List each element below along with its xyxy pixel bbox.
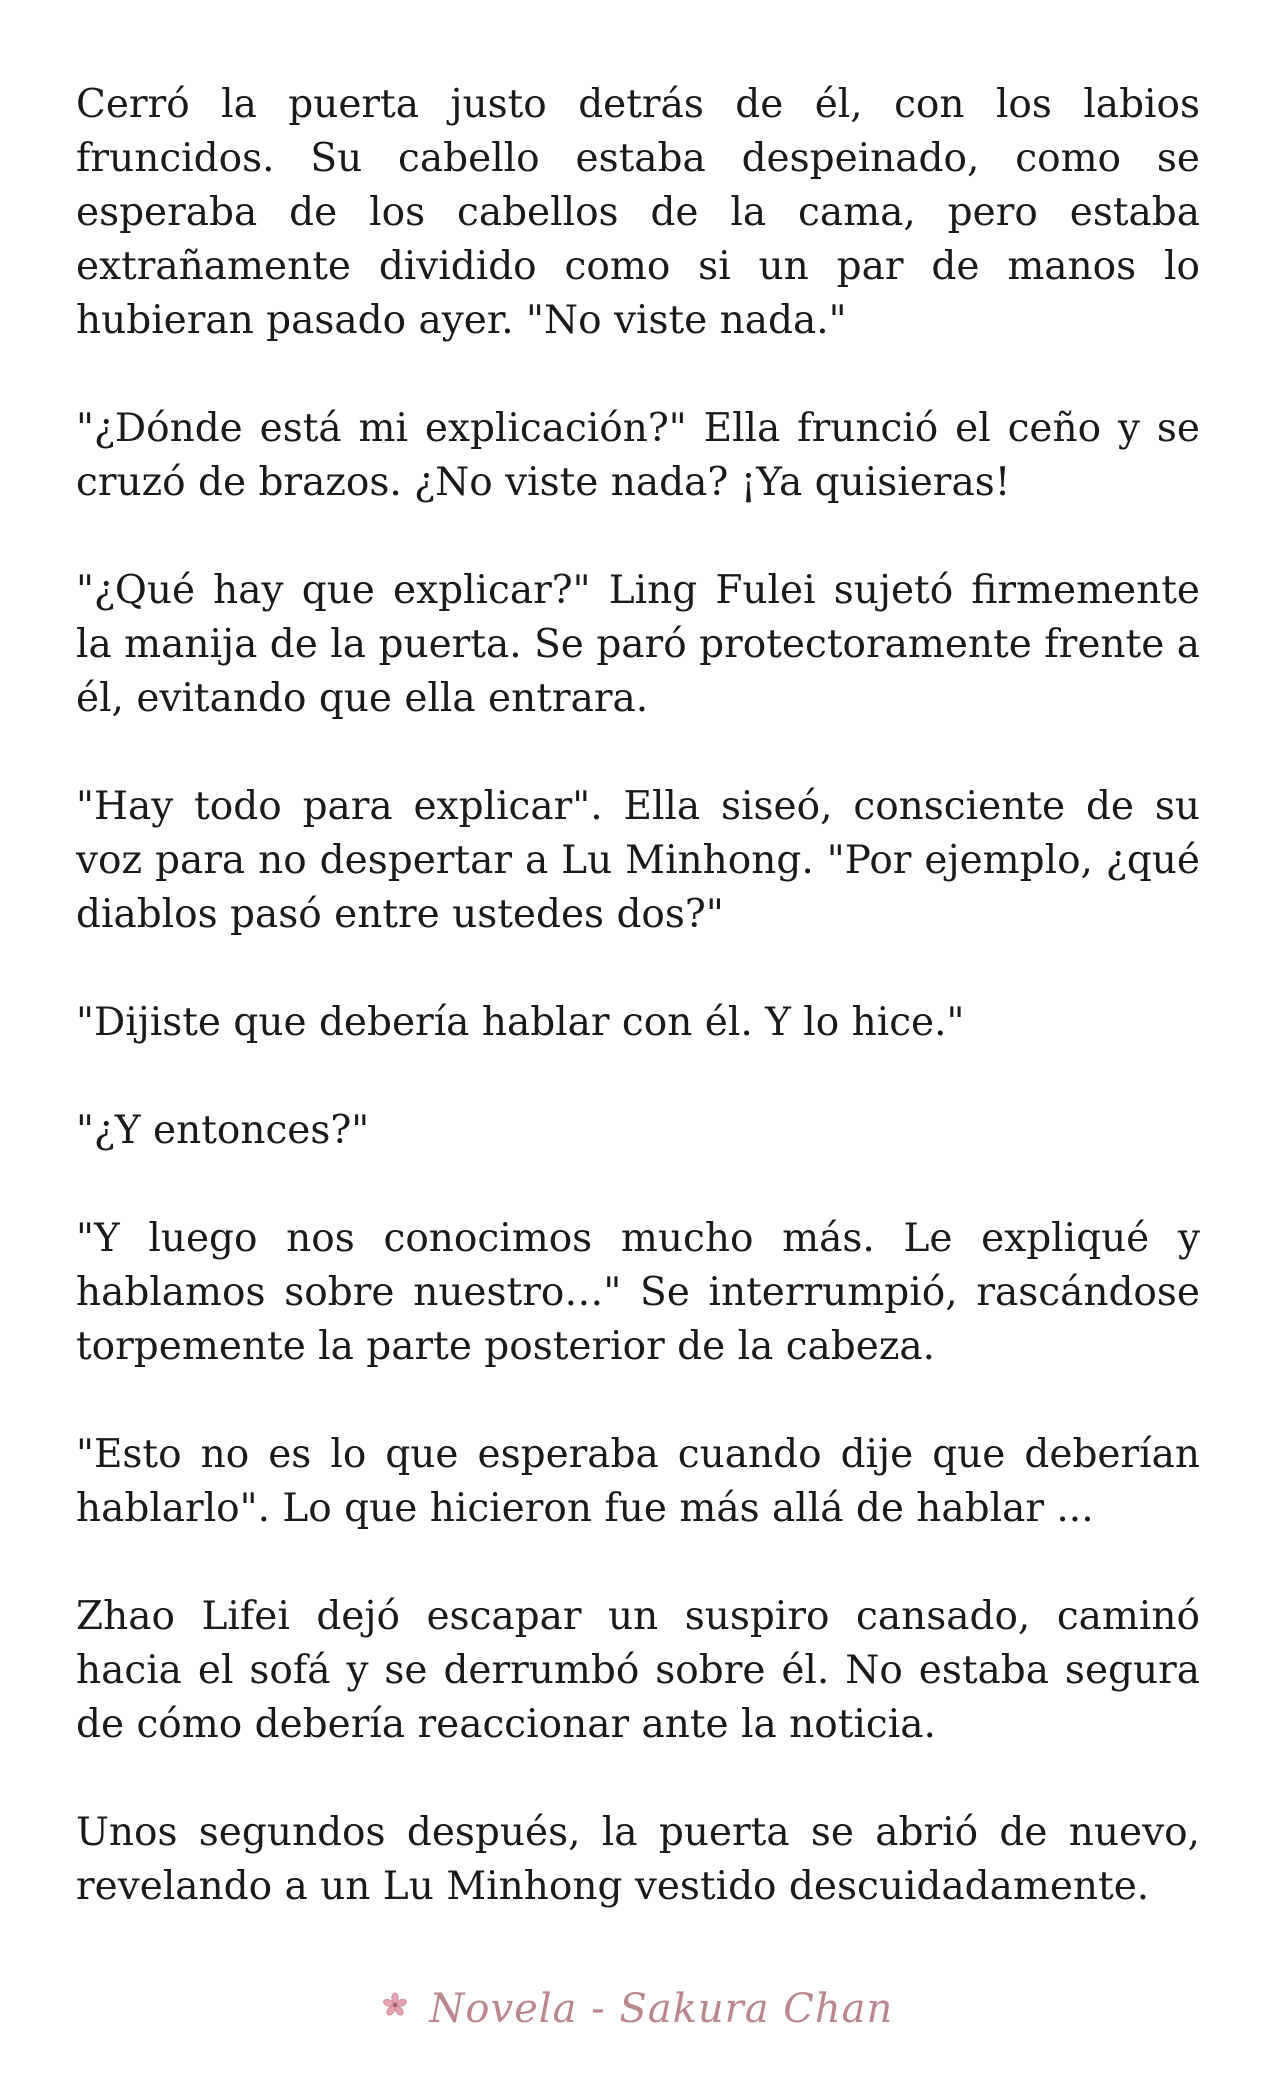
paragraph: "Esto no es lo que esperaba cuando dije que deberían hablarlo". Lo que hicieron fue más allá de hablar ...: [76, 1432, 1200, 1531]
paragraph: "Dijiste que debería hablar con él. Y lo hice.": [76, 1000, 965, 1045]
paragraph: "¿Dónde está mi explicación?" Ella frunció el ceño y se cruzó de brazos. ¿No viste nada? ¡Ya quisieras!: [76, 406, 1200, 505]
paragraph: Cerró la puerta justo detrás de él, con los labios fruncidos. Su cabello estaba despeinado, como se esperaba de los cabellos de la cama, pero estaba extrañamente dividido como si un par de manos lo hubieran pasado ayer. "No viste nada.": [76, 82, 1200, 343]
watermark: [0, 1982, 1275, 2032]
paragraph: "Y luego nos conocimos mucho más. Le expliqué y hablamos sobre nuestro…" Se interrumpió, rascándose torpemente la parte posterior de la cabeza.: [76, 1216, 1200, 1369]
paragraph: Unos segundos después, la puerta se abrió de nuevo, revelando a un Lu Minhong vestido descuidadamente.: [76, 1810, 1200, 1909]
paragraph: "¿Qué hay que explicar?" Ling Fulei sujetó firmemente la manija de la puerta. Se paró protectoramente frente a él, evitando que ella entrara.: [76, 568, 1200, 721]
paragraph: "¿Y entonces?": [76, 1108, 370, 1153]
watermark-text: Novela - Sakura Chan: [429, 1986, 894, 2032]
document-body: [76, 78, 1200, 1968]
paragraph: Zhao Lifei dejó escapar un suspiro cansado, caminó hacia el sofá y se derrumbó sobre él. No estaba segura de cómo debería reaccionar ante la noticia.: [76, 1594, 1200, 1747]
paragraph: "Hay todo para explicar". Ella siseó, consciente de su voz para no despertar a Lu Minhong. "Por ejemplo, ¿qué diablos pasó entre ustedes dos?": [76, 784, 1200, 937]
cherry-blossom-icon: [382, 1982, 408, 2008]
